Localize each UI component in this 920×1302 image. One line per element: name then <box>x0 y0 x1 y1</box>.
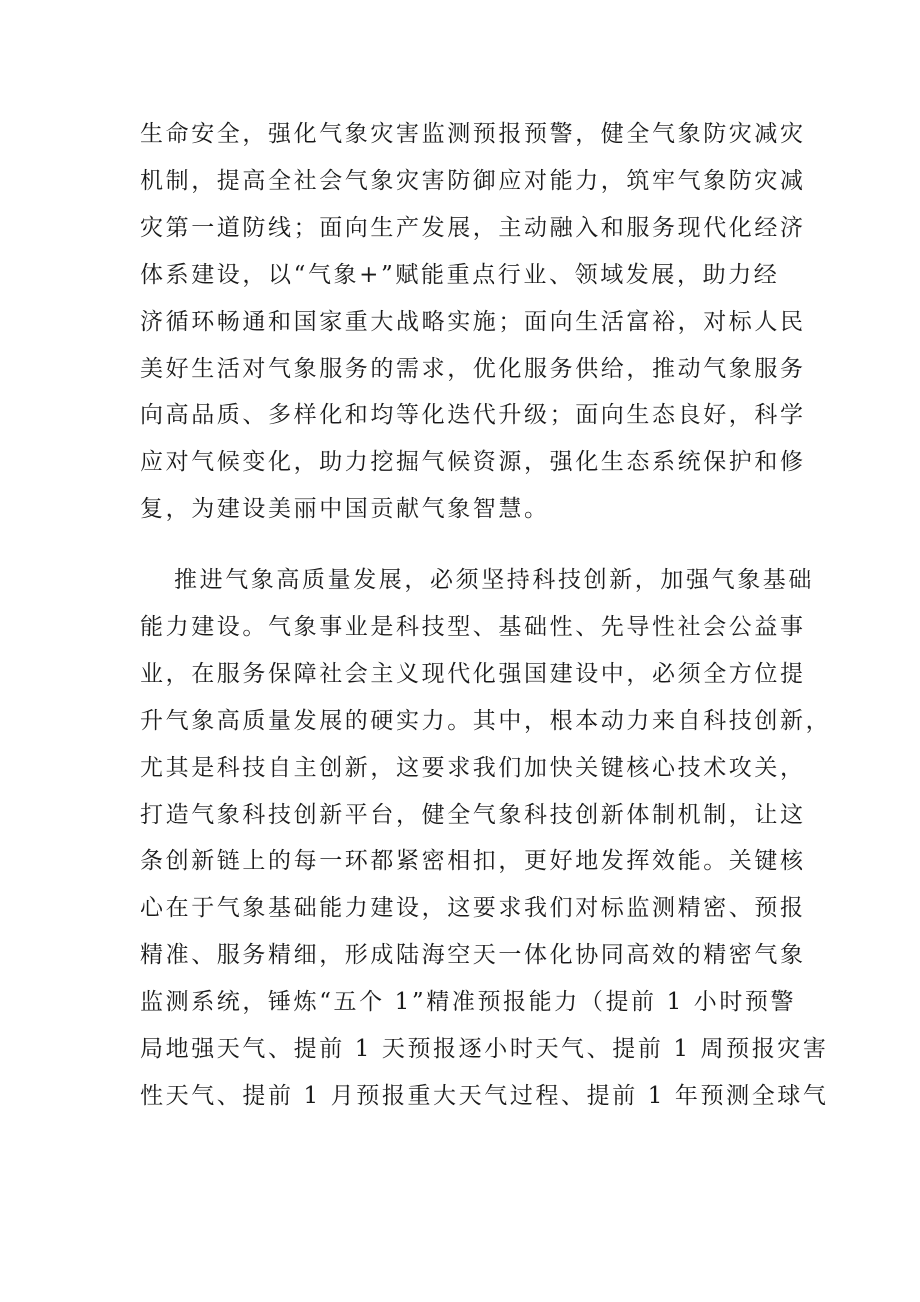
text-line: 复，为建设美丽中国贡献气象智慧。 <box>140 496 550 523</box>
text-line: 应对气候变化，助力挖掘气候资源，强化生态系统保护和修 <box>140 449 806 476</box>
text-line: 能力建设。气象事业是科技型、基础性、先导性社会公益事 <box>140 613 806 640</box>
text-line: 向高品质、多样化和均等化迭代升级；面向生态良好，科学 <box>140 402 806 429</box>
text-line: 美好生活对气象服务的需求，优化服务供给，推动气象服务 <box>140 355 806 382</box>
text-line: 灾第一道防线；面向生产发展，主动融入和服务现代化经济 <box>140 214 806 241</box>
text-line: 升气象高质量发展的硬实力。其中，根本动力来自科技创新， <box>140 707 832 734</box>
text-line: 业，在服务保障社会主义现代化强国建设中，必须全方位提 <box>140 660 806 687</box>
text-line: 推进气象高质量发展，必须坚持科技创新，加强气象基础 <box>174 567 814 593</box>
text-line: 济循环畅通和国家重大战略实施；面向生活富裕，对标人民 <box>140 308 806 335</box>
text-line: 打造气象科技创新平台，健全气象科技创新体制机制，让这 <box>140 801 806 828</box>
text-line: 监测系统，锤炼“五个 1”精准预报能力（提前 1 小时预警 <box>140 989 797 1016</box>
text-line: 局地强天气、提前 1 天预报逐小时天气、提前 1 周预报灾害 <box>140 1036 829 1062</box>
text-line: 体系建设，以“气象+”赋能重点行业、领域发展，助力经 <box>140 261 780 288</box>
text-line: 心在于气象基础能力建设，这要求我们对标监测精密、预报 <box>140 895 806 922</box>
text-line: 性天气、提前 1 月预报重大天气过程、提前 1 年预测全球气 <box>140 1082 829 1109</box>
text-line: 尤其是科技自主创新，这要求我们加快关键核心技术攻关， <box>140 754 806 781</box>
text-line: 生命安全，强化气象灾害监测预报预警，健全气象防灾减灾 <box>140 121 806 147</box>
text-line: 条创新链上的每一环都紧密相扣，更好地发挥效能。关键核 <box>140 848 806 875</box>
text-line: 机制，提高全社会气象灾害防御应对能力，筑牢气象防灾减 <box>140 167 806 194</box>
text-line: 精准、服务精细，形成陆海空天一体化协同高效的精密气象 <box>140 942 806 969</box>
